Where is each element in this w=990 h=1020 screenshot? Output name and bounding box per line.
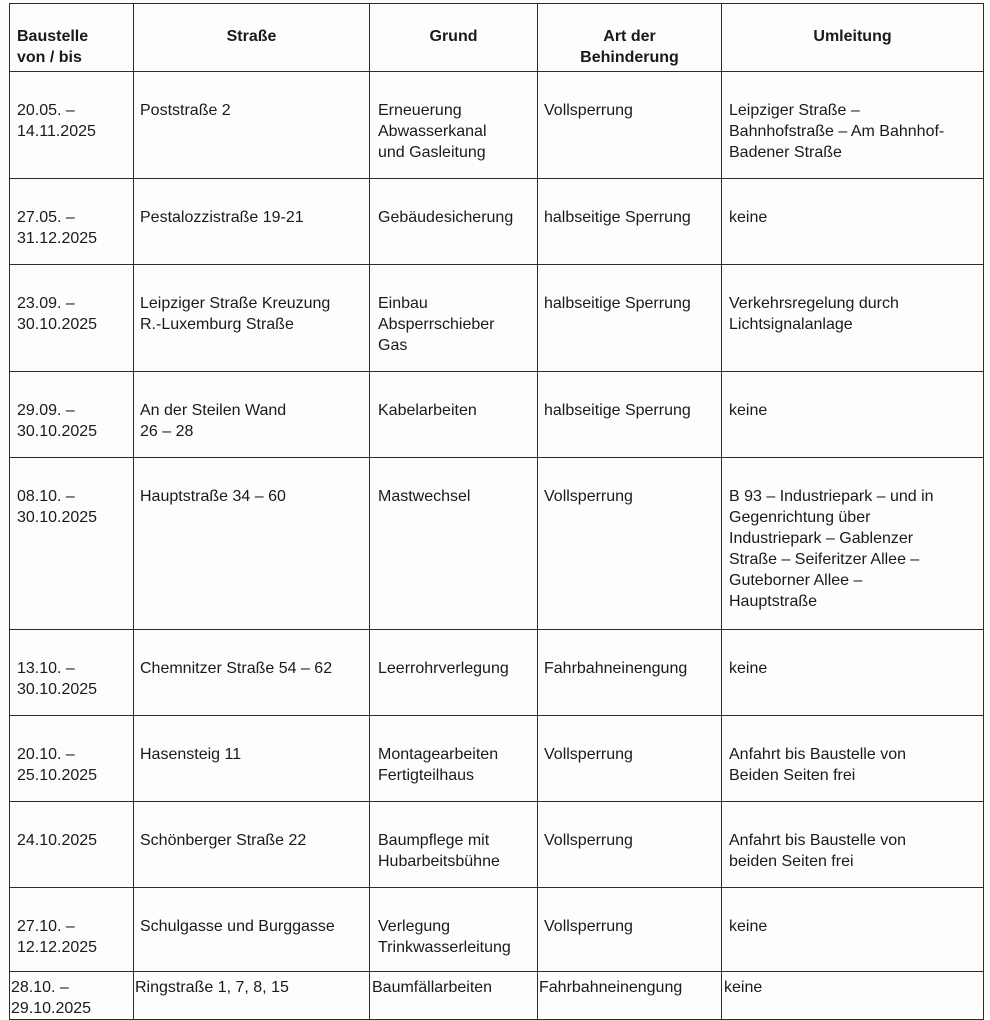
table-row [10,72,984,179]
cell-obstruction-type: Fahrbahneinengung [538,972,722,1020]
cell-reason: Erneuerung Abwasserkanal und Gasleitung [370,72,538,179]
cell-street: Hauptstraße 34 – 60 [134,458,370,630]
cell-reason: Baumpflege mit Hubarbeitsbühne [370,802,538,888]
cell-detour: keine [722,179,984,265]
cell-reason: Verlegung Trinkwasserleitung [370,888,538,972]
cell-date-range: 24.10.2025 [10,802,134,888]
cell-street: Hasensteig 11 [134,716,370,802]
cell-detour: keine [722,888,984,972]
header-street: Straße [134,4,370,72]
cell-detour: keine [722,972,984,1020]
cell-obstruction-type: Vollsperrung [538,72,722,179]
cell-obstruction-type: Vollsperrung [538,458,722,630]
cell-street: Pestalozzistraße 19-21 [134,179,370,265]
cell-detour: Anfahrt bis Baustelle von beiden Seiten frei [722,802,984,888]
cell-obstruction-type: Fahrbahneinengung [538,630,722,716]
cell-date-range: 29.09. – 30.10.2025 [10,372,134,458]
cell-date-range: 08.10. – 30.10.2025 [10,458,134,630]
cell-obstruction-type: halbseitige Sperrung [538,265,722,372]
cell-detour: Leipziger Straße – Bahnhofstraße – Am Bahnhof- Badener Straße [722,72,984,179]
cell-street: Chemnitzer Straße 54 – 62 [134,630,370,716]
cell-street: Schönberger Straße 22 [134,802,370,888]
table-header-row [10,4,984,72]
cell-street: Poststraße 2 [134,72,370,179]
cell-reason: Kabelarbeiten [370,372,538,458]
cell-reason: Mastwechsel [370,458,538,630]
table-row [10,372,984,458]
table-row [10,630,984,716]
table-row [10,179,984,265]
cell-street: Ringstraße 1, 7, 8, 15 [134,972,370,1020]
cell-street: Schulgasse und Burggasse [134,888,370,972]
cell-date-range: 13.10. – 30.10.2025 [10,630,134,716]
cell-detour: Verkehrsregelung durch Lichtsignalanlage [722,265,984,372]
cell-reason: Baumfällarbeiten [370,972,538,1020]
cell-obstruction-type: halbseitige Sperrung [538,372,722,458]
header-reason: Grund [370,4,538,72]
cell-detour: keine [722,630,984,716]
table-row [10,972,984,1020]
cell-detour: Anfahrt bis Baustelle von Beiden Seiten frei [722,716,984,802]
cell-date-range: 27.05. – 31.12.2025 [10,179,134,265]
header-obstruction-type: Art der Behinderung [538,4,722,72]
table-row [10,458,984,630]
table-row [10,802,984,888]
cell-obstruction-type: Vollsperrung [538,716,722,802]
header-date-range: Baustelle von / bis [10,4,134,72]
cell-street: Leipziger Straße Kreuzung R.-Luxemburg Straße [134,265,370,372]
cell-reason: Einbau Absperrschieber Gas [370,265,538,372]
cell-reason: Gebäudesicherung [370,179,538,265]
cell-date-range: 20.10. – 25.10.2025 [10,716,134,802]
table-row [10,716,984,802]
cell-reason: Montagearbeiten Fertigteilhaus [370,716,538,802]
cell-date-range: 27.10. – 12.12.2025 [10,888,134,972]
cell-detour: keine [722,372,984,458]
cell-obstruction-type: halbseitige Sperrung [538,179,722,265]
cell-obstruction-type: Vollsperrung [538,802,722,888]
table-row [10,888,984,972]
cell-date-range: 23.09. – 30.10.2025 [10,265,134,372]
cell-detour: B 93 – Industriepark – und in Gegenrichtung über Industriepark – Gablenzer Straße – Seiferitzer Allee – Guteborner Allee – Hauptstraße [722,458,984,630]
cell-obstruction-type: Vollsperrung [538,888,722,972]
header-detour: Umleitung [722,4,984,72]
cell-reason: Leerrohrverlegung [370,630,538,716]
cell-street: An der Steilen Wand 26 – 28 [134,372,370,458]
roadworks-table [9,3,984,1020]
cell-date-range: 20.05. – 14.11.2025 [10,72,134,179]
cell-date-range: 28.10. – 29.10.2025 [10,972,134,1020]
table-row [10,265,984,372]
